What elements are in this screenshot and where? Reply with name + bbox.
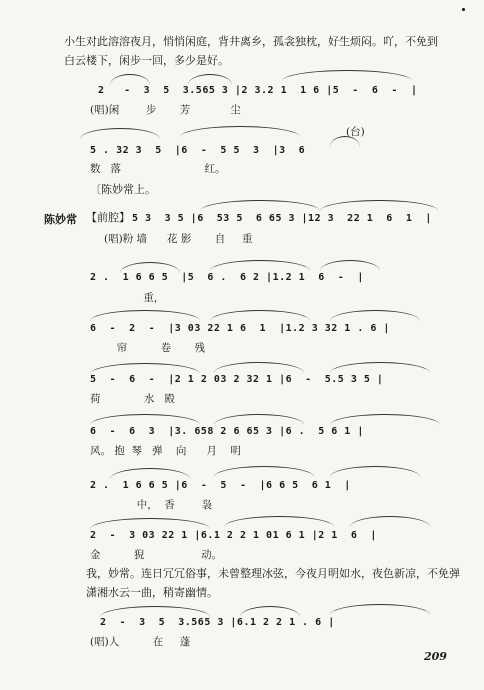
system-1-notes: 2 - 3 5 3.565 3 |2 3.2 1 1 6 |5 - 6 - | — [98, 85, 418, 96]
system-9-lyrics: 金 猊 动。 — [90, 549, 223, 561]
system-2-extra: (台) — [346, 126, 365, 138]
page-number: 209 — [424, 650, 447, 663]
stage-direction: 〔陈妙常上。 — [90, 183, 156, 196]
system-1-lyrics: (唱)闲 步 芳 尘 — [90, 104, 241, 116]
system-9-notes: 2 - 3 03 22 1 |6.1 2 2 1 01 6 1 |2 1 6 | — [90, 530, 377, 541]
prelude-label: 【前腔】 — [86, 211, 130, 224]
system-6-notes: 5 - 6 - |2 1 2 03 2 32 1 |6 - 5.5 3 5 | — [90, 374, 384, 385]
system-2-notes: 5 . 32 3 5 |6 - 5 5 3 |3 6 — [90, 145, 306, 156]
prose-mid-line-2: 潇湘水云一曲，稍寄幽情。 — [86, 586, 218, 599]
system-10-lyrics: (唱)人 在 蓬 — [90, 636, 191, 648]
system-8-notes: 2 . 1 6 6 5 |6 - 5 - |6 6 5 6 1 | — [90, 480, 351, 491]
prose-mid-line-1: 我，妙常。连日冗冗俗事，未曾整理冰弦，今夜月明如水，夜色新凉，不免弹 — [86, 567, 460, 580]
system-4-notes: 2 . 1 6 6 5 |5 6 . 6 2 |1.2 1 6 - | — [90, 272, 364, 283]
system-6-lyrics: 荷 水 殿 — [90, 393, 175, 405]
role-name: 陈妙常 — [44, 213, 77, 226]
system-3-notes: 5 3 3 5 |6 53 5 6 65 3 |12 3 22 1 6 1 | — [132, 213, 432, 224]
system-3-lyrics: (唱)粉 墙 花 影 自 重 — [104, 233, 253, 245]
system-7-lyrics: 风。 抱 琴 弹 向 月 明 — [90, 445, 241, 457]
system-8-lyrics: 中， 香 袅 — [90, 499, 213, 511]
system-2-lyrics: 数 落 红。 — [90, 163, 226, 175]
prose-top-line-1: 小生对此溶溶夜月，悄悄闲庭，背井离乡，孤衾独枕，好生烦闷。吖，不免到 — [64, 35, 438, 48]
prose-top-line-2: 白云楼下，闲步一回，多少是好。 — [64, 54, 229, 67]
system-4-lyrics: 重， — [90, 292, 165, 304]
system-5-lyrics: 帘 卷 残 — [90, 342, 205, 354]
system-7-notes: 6 - 6 3 |3. 658 2 6 65 3 |6 . 5 6 1 | — [90, 426, 364, 437]
corner-dot — [462, 8, 465, 11]
system-10-notes: 2 - 3 5 3.565 3 |6.1 2 2 1 . 6 | — [100, 617, 335, 628]
system-5-notes: 6 - 2 - |3 03 22 1 6 1 |1.2 3 32 1 . 6 | — [90, 323, 390, 334]
